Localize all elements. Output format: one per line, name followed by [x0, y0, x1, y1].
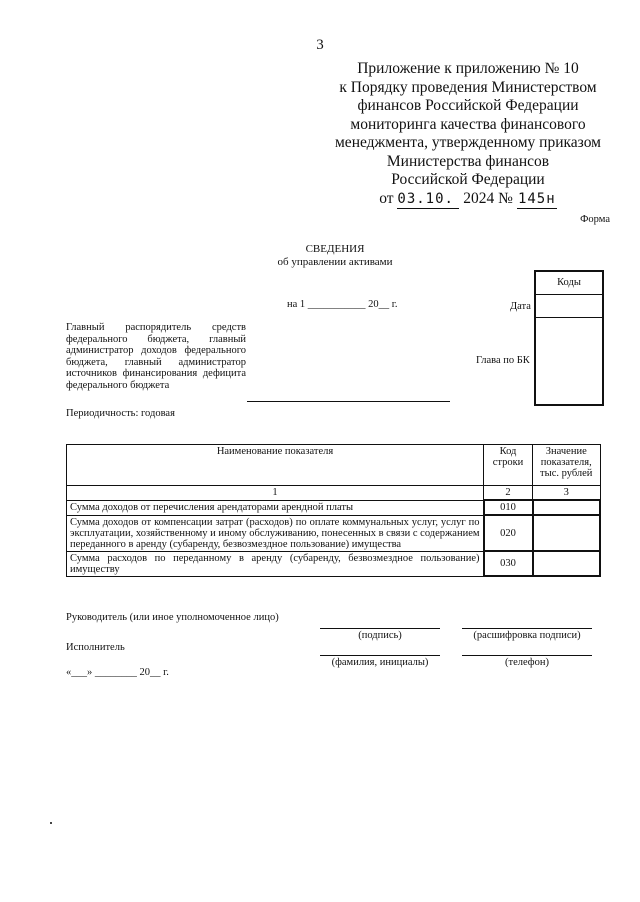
row-code: 010 [484, 500, 533, 515]
order-year: 2024 [463, 189, 495, 207]
head-label: Руководитель (или иное уполномоченное лицо) [66, 612, 279, 623]
order-date-value: 03.10. [397, 190, 459, 210]
row-value-cell[interactable] [533, 500, 601, 515]
date-code-cell[interactable] [536, 295, 602, 318]
table-number-row [67, 486, 601, 501]
col-number: 1 [67, 486, 484, 501]
page-number: 3 [316, 37, 324, 53]
name-caption: (фамилия, инициалы) [331, 657, 429, 668]
appendix-line: Российской Федерации [391, 171, 545, 188]
signature-line[interactable] [320, 628, 440, 629]
footer-date: «___» ________ 20__ г. [66, 667, 169, 678]
row-value-cell[interactable] [533, 515, 601, 551]
executor-label: Исполнитель [66, 642, 125, 653]
header-code: Код строки [484, 445, 533, 486]
decode-caption: (расшифровка подписи) [473, 630, 581, 641]
row-code: 030 [484, 551, 533, 576]
appendix-line: менеджмента, утвержденному приказом [335, 134, 601, 151]
appendix-order-date-line [333, 190, 603, 210]
codes-header: Коды [536, 272, 602, 295]
title-main: СВЕДЕНИЯ [305, 243, 365, 255]
appendix-line: к Порядку проведения Министерством [339, 78, 597, 96]
indicators-table [66, 444, 601, 577]
report-date-line: на 1 ___________ 20__ г. [287, 299, 398, 310]
table-row [67, 515, 601, 551]
form-label: Форма [580, 214, 610, 225]
date-label: Дата [510, 301, 531, 312]
col-number: 2 [484, 486, 533, 501]
row-code: 020 [484, 515, 533, 551]
executor-name-line[interactable] [320, 655, 440, 656]
number-sign: № [498, 189, 513, 207]
executor-phone-line[interactable] [462, 655, 592, 656]
appendix-line: мониторинга качества финансового [350, 115, 586, 133]
row-name: Сумма расходов по переданному в аренду (субаренду, безвозмездное пользование) имуществу [67, 551, 484, 576]
administrator-text: Главный распорядитель средств федерального бюджета, главный администратор доходов федерального бюджета, главный администратор источников финансирования дефицита федерального бюджета [66, 322, 246, 391]
document-title [240, 243, 430, 269]
codes-box [534, 270, 604, 406]
header-value: Значение показателя, тыс. рублей [533, 445, 601, 486]
table-row [67, 551, 601, 576]
header-name: Наименование показателя [67, 445, 484, 486]
glava-label: Глава по БК [476, 355, 530, 366]
decode-line[interactable] [462, 628, 592, 629]
appendix-line: финансов Российской Федерации [357, 97, 579, 114]
row-name: Сумма доходов от компенсации затрат (расходов) по оплате коммунальных услуг, услуг по эксплуатации, хозяйственному и иному обслуживанию, понесенных в связи с содержанием переданного в аренду (субаренду, безвозмездное пользование) имущества [67, 515, 484, 551]
col-number: 3 [533, 486, 601, 501]
title-sub: об управлении активами [277, 256, 393, 268]
appendix-heading [333, 60, 603, 209]
table-row [67, 500, 601, 515]
periodicity-text: Периодичность: годовая [66, 408, 175, 419]
order-number-value: 145н [517, 190, 557, 210]
appendix-line: Министерства финансов [386, 152, 550, 170]
row-name: Сумма доходов от перечисления арендаторами арендной платы [67, 500, 484, 515]
phone-caption: (телефон) [505, 657, 549, 668]
appendix-line: Приложение к приложению № 10 [357, 60, 579, 77]
date-prefix: от [379, 189, 394, 207]
row-value-cell[interactable] [533, 551, 601, 576]
table-header-row [67, 445, 601, 486]
signature-caption: (подпись) [358, 630, 402, 641]
administrator-underline [247, 401, 450, 402]
scan-speck [50, 822, 52, 824]
glava-code-cell[interactable] [536, 318, 602, 404]
